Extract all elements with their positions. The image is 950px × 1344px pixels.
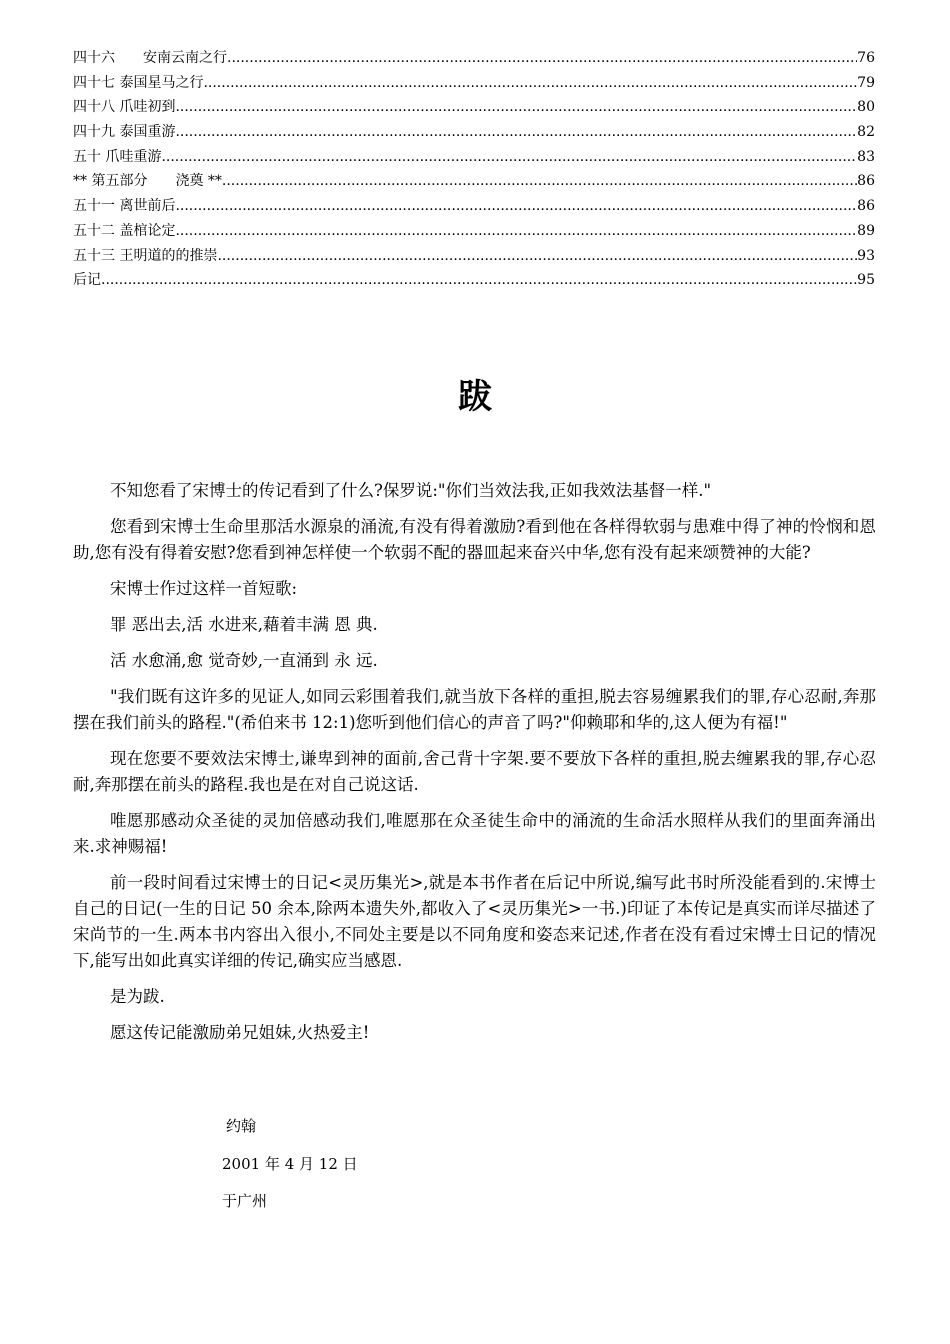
toc-entry-label: 五十 爪哇重游 [73, 148, 162, 165]
paragraph: 现在您要不要效法宋博士,谦卑到神的面前,舍己背十字架.要不要放下各样的重担,脱去缠累我的罪,存心忍耐,奔那摆在前头的路程.我也是在对自己说这话. [73, 749, 876, 794]
toc-entry-page: 82 [857, 124, 875, 141]
toc-entry-label: 后记 [73, 272, 101, 289]
toc-entry-label: 四十六 安南云南之行 [73, 50, 227, 66]
signature-date: 2001 年 4 月 12 日 [222, 1155, 358, 1173]
toc-entry-label: 四十八 爪哇初到 [73, 99, 176, 116]
paragraph: 宋博士作过这样一首短歌: [110, 579, 298, 598]
toc-entry[interactable] [73, 169, 875, 194]
toc-dot-leader [175, 219, 857, 244]
toc-entry[interactable] [73, 120, 875, 145]
signature-author: 约翰 [226, 1117, 257, 1135]
toc-entry[interactable] [73, 194, 875, 219]
toc-entry-page: 86 [857, 198, 875, 215]
toc-dot-leader [217, 244, 857, 269]
toc-entry-page: 79 [857, 74, 875, 91]
toc-entry-label: ** 第五部分 浇奠 ** [73, 173, 222, 190]
poem-line: 活 水愈涌,愈 觉奇妙,一直涌到 永 远. [110, 651, 378, 670]
toc-entry[interactable] [73, 145, 875, 170]
toc-dot-leader [222, 169, 857, 194]
paragraph: 是为跋. [110, 987, 165, 1006]
toc-dot-leader [175, 194, 857, 219]
toc-entry-page: 89 [857, 222, 875, 239]
toc-entry-page: 83 [857, 148, 875, 165]
toc-entry-label: 五十二 盖棺论定 [73, 222, 176, 239]
toc-dot-leader [161, 145, 857, 170]
toc-entry-label: 四十九 泰国重游 [73, 124, 176, 141]
paragraph: 不知您看了宋博士的传记看到了什么?保罗说:"你们当效法我,正如我效法基督一样." [110, 481, 712, 500]
paragraph: "我们既有这许多的见证人,如同云彩围着我们,就当放下各样的重担,脱去容易缠累我们的罪,存心忍耐,奔那摆在我们前头的路程."(希伯来书 12:1)您听到他们信心的声音了吗?"仰赖耶和华的,这人便为有福!" [73, 687, 876, 732]
toc-entry[interactable] [73, 95, 875, 120]
toc-entry-label: 四十七 泰国星马之行 [73, 74, 204, 91]
toc-dot-leader [175, 120, 857, 145]
epilogue-body [73, 478, 876, 1056]
toc-entry-page: 95 [857, 272, 875, 289]
toc-entry[interactable] [73, 219, 875, 244]
toc-entry[interactable] [73, 268, 875, 293]
toc-entry-label: 五十三 王明道的的推崇 [73, 247, 218, 264]
toc-entry[interactable] [73, 244, 875, 269]
section-heading: 跋 [458, 376, 492, 417]
paragraph: 前一段时间看过宋博士的日记<灵历集光>,就是本书作者在后记中所说,编写此书时所没能看到的.宋博士自己的日记(一生的日记 50 余本,除两本遗失外,都收入了<灵历集光>一书.)印证了本传记是真实而详尽描述了宋尚节的一生.两本书内容出入很小,不同处主要是以不同角度和姿态来记述,作者在没有看过宋博士日记的情况下,能写出如此真实详细的传记,确实应当感恩. [73, 873, 876, 970]
toc-entry[interactable] [73, 71, 875, 96]
table-of-contents [73, 46, 875, 293]
toc-dot-leader [203, 71, 857, 96]
toc-entry-page: 80 [857, 99, 875, 116]
toc-entry-page: 93 [857, 247, 875, 264]
poem-line: 罪 恶出去,活 水进来,藉着丰满 恩 典. [110, 615, 378, 634]
toc-dot-leader [227, 46, 857, 71]
toc-dot-leader [175, 95, 857, 120]
toc-entry-label: 五十一 离世前后 [73, 198, 176, 215]
toc-entry-page: 86 [857, 173, 875, 190]
signature-place: 于广州 [222, 1192, 268, 1210]
paragraph: 唯愿那感动众圣徒的灵加倍感动我们,唯愿那在众圣徒生命中的涌流的生命活水照样从我们的里面奔涌出来.求神赐福! [73, 811, 876, 856]
toc-entry[interactable] [73, 46, 875, 71]
toc-entry-page: 76 [857, 50, 875, 66]
paragraph: 您看到宋博士生命里那活水源泉的涌流,有没有得着激励?看到他在各样得软弱与患难中得了神的怜悯和恩助,您有没有得着安慰?您看到神怎样使一个软弱不配的器皿起来奋兴中华,您有没有起来颂赞神的大能? [73, 517, 876, 562]
toc-dot-leader [101, 268, 857, 293]
paragraph: 愿这传记能激励弟兄姐妹,火热爱主! [110, 1023, 370, 1042]
